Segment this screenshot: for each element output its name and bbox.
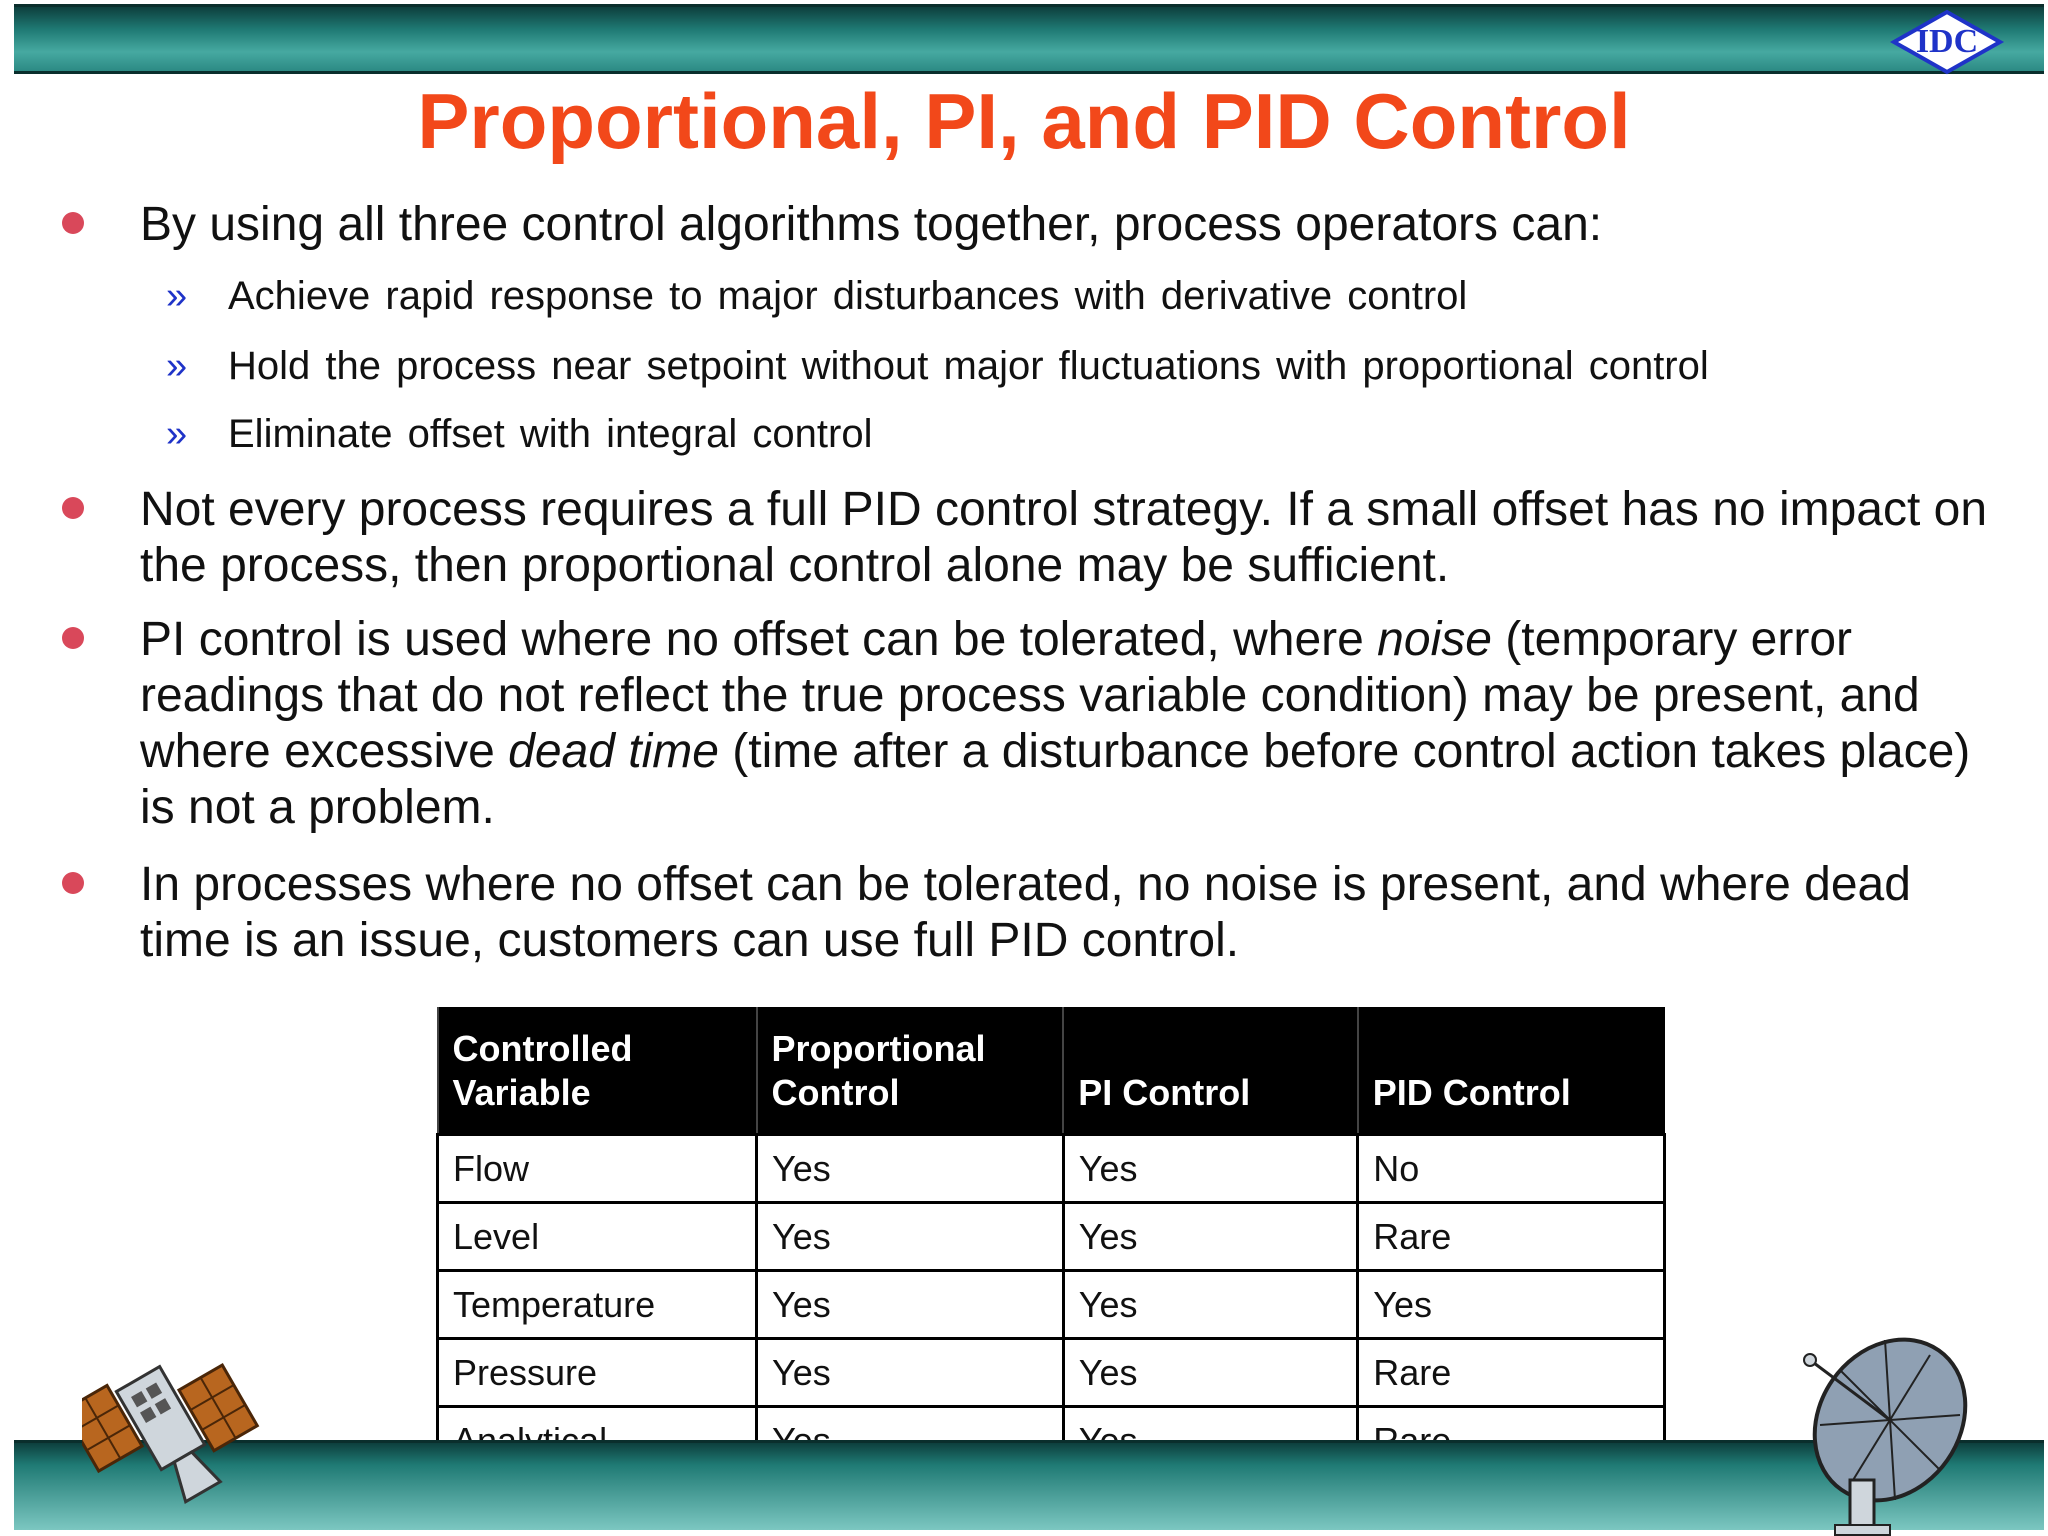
bullet-dot-icon	[62, 212, 84, 234]
header-bar	[14, 4, 2044, 74]
table-cell: Pressure	[438, 1339, 757, 1407]
bullet-4-text: In processes where no offset can be tolerated, no noise is present, and where dead time is an issue, customers can use full PID control.	[140, 858, 1911, 967]
table-cell: Temperature	[438, 1271, 757, 1339]
bullet-3-part-1: PI control is used where no offset can be tolerated, where	[140, 613, 1378, 666]
sub-bullet-2-text: Hold the process near setpoint without major fluctuations with proportional control	[228, 344, 1709, 388]
header-pi-control: PI Control	[1063, 1007, 1357, 1135]
table-cell: Yes	[757, 1339, 1064, 1407]
header-controlled-variable: Controlled Variable	[438, 1007, 757, 1135]
header-proportional-control: Proportional Control	[757, 1007, 1064, 1135]
table-cell: No	[1358, 1135, 1665, 1203]
table-row	[438, 1339, 1665, 1407]
table-cell: Yes	[1063, 1135, 1357, 1203]
chevron-right-icon: »	[166, 345, 188, 387]
sub-bullet-2	[166, 342, 2008, 390]
table-cell: Yes	[1358, 1271, 1665, 1339]
page-title: Proportional, PI, and PID Control	[417, 77, 1631, 165]
bullet-1	[140, 197, 2000, 253]
footer-bar	[14, 1440, 2044, 1530]
chevron-right-icon: »	[166, 413, 188, 455]
table-cell: Yes	[1063, 1203, 1357, 1271]
table-cell: Yes	[757, 1203, 1064, 1271]
bullet-3	[140, 612, 2000, 836]
table-cell: Rare	[1358, 1203, 1665, 1271]
bullet-3-part-3: (time after a disturbance before control action takes place) is not a problem.	[140, 725, 1971, 834]
table-row	[438, 1203, 1665, 1271]
table-cell: Yes	[1063, 1271, 1357, 1339]
table-cell: Rare	[1358, 1339, 1665, 1407]
table-row	[438, 1271, 1665, 1339]
bullet-dot-icon	[62, 627, 84, 649]
table-cell: Yes	[757, 1271, 1064, 1339]
bullet-dot-icon	[62, 872, 84, 894]
sub-bullet-3-text: Eliminate offset with integral control	[228, 412, 873, 456]
table-cell: Flow	[438, 1135, 757, 1203]
sub-bullet-1	[166, 272, 2008, 320]
table-header-row	[438, 1007, 1665, 1135]
header-pid-control: PID Control	[1358, 1007, 1665, 1135]
chevron-right-icon: »	[166, 275, 188, 317]
bullet-3-emphasis-dead-time: dead time	[508, 725, 719, 778]
bullet-1-text: By using all three control algorithms together, process operators can:	[140, 198, 1603, 251]
bullet-2	[140, 482, 2000, 594]
bullet-4	[140, 857, 2000, 969]
idc-logo	[1888, 8, 2006, 76]
bullet-3-emphasis-noise: noise	[1377, 613, 1492, 666]
bullet-2-text: Not every process requires a full PID control strategy. If a small offset has no impact on the process, then proportional control alone may be sufficient.	[140, 483, 1988, 592]
sub-bullet-3	[166, 410, 2008, 458]
table-row	[438, 1135, 1665, 1203]
bullet-dot-icon	[62, 497, 84, 519]
table-cell: Yes	[757, 1135, 1064, 1203]
bullet-3-part-2: (temporary error readings that do not reflect the true process variable condition) may be present, and where excessive	[140, 613, 1920, 778]
satellite-icon	[82, 1340, 262, 1536]
satellite-dish-icon	[1780, 1330, 1980, 1536]
logo-text: IDC	[1915, 23, 1979, 60]
table-cell: Yes	[1063, 1339, 1357, 1407]
table-cell: Level	[438, 1203, 757, 1271]
sub-bullet-1-text: Achieve rapid response to major disturbances with derivative control	[228, 274, 1468, 318]
control-comparison-table	[436, 1007, 1666, 1476]
